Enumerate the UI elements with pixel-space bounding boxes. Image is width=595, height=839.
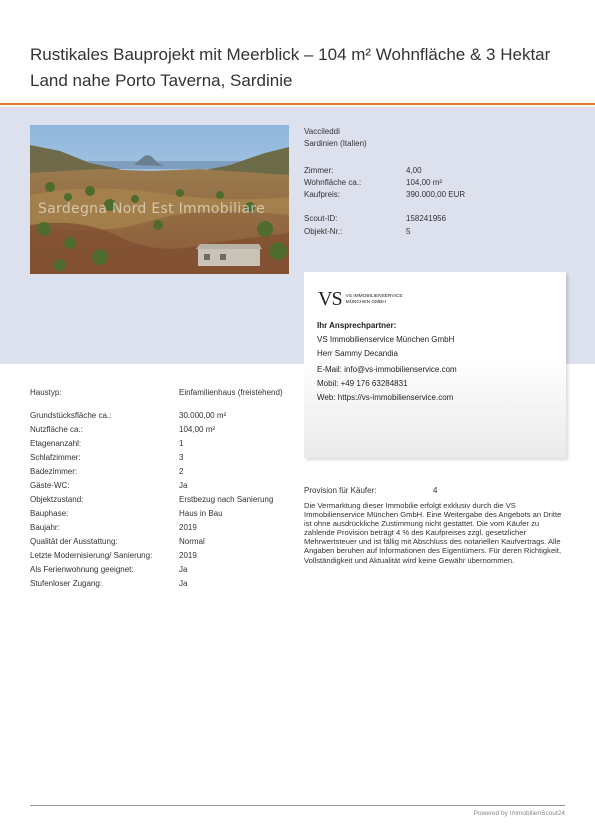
contact-person: Herr Sammy Decandia bbox=[317, 349, 398, 358]
contact-card bbox=[304, 272, 566, 458]
contact-email[interactable]: E-Mail: info@vs-immobilienservice.com bbox=[317, 365, 457, 374]
page-title: Rustikales Bauprojekt mit Meerblick – 104 m² Wohnfläche & 3 Hektar Land nahe Porto Taverna, Sardinie bbox=[30, 45, 551, 90]
title-band bbox=[0, 0, 595, 105]
logo-mark: VS bbox=[318, 288, 342, 310]
photo-watermark: Sardegna Nord Est Immobiliare bbox=[38, 201, 266, 217]
contact-company: VS Immobilienservice München GmbH bbox=[317, 335, 455, 344]
contact-heading: Ihr Ansprechpartner: bbox=[317, 321, 397, 330]
logo-line: VS IMMOBILIENSERVICE bbox=[345, 293, 403, 299]
location-region: Sardinien (Italien) bbox=[304, 139, 367, 148]
contact-web[interactable]: Web: https://vs-immobilienservice.com bbox=[317, 393, 454, 402]
property-photo bbox=[30, 125, 289, 274]
company-logo bbox=[318, 288, 403, 311]
commission-value: 4 bbox=[433, 486, 438, 495]
contact-mobile[interactable]: Mobil: +49 176 63284831 bbox=[317, 379, 408, 388]
logo-line: MÜNCHEN GMBH bbox=[345, 299, 386, 305]
landscape-image bbox=[30, 125, 289, 274]
commission-label: Provision für Käufer: bbox=[304, 486, 377, 495]
disclaimer-text: Die Vermarktung dieser Immobilie erfolgt exklusiv durch die VS Immobilienservice München GmbH. Eine Weitergabe des Angebots an Dritte ist ohne ausdrückliche Zustimmung nicht gestattet. Die vom Käufer zu zahlende Provision beträgt 4 % des Kaufpreises zzgl. gesetzlicher Mehrwertsteuer und ist fällig mit Abschluss des notariellen Kaufvertrags. Alle Angaben beruhen auf Informationen des Eigentümers. Für deren Richtigkeit, Vollständigkeit und Aktualität wird keine Gewähr übernommen. bbox=[304, 501, 562, 565]
location-city: Vaccileddi bbox=[304, 127, 340, 136]
footer-credit: Powered by ImmobilienScout24 bbox=[473, 810, 565, 817]
footer-divider bbox=[30, 805, 565, 806]
